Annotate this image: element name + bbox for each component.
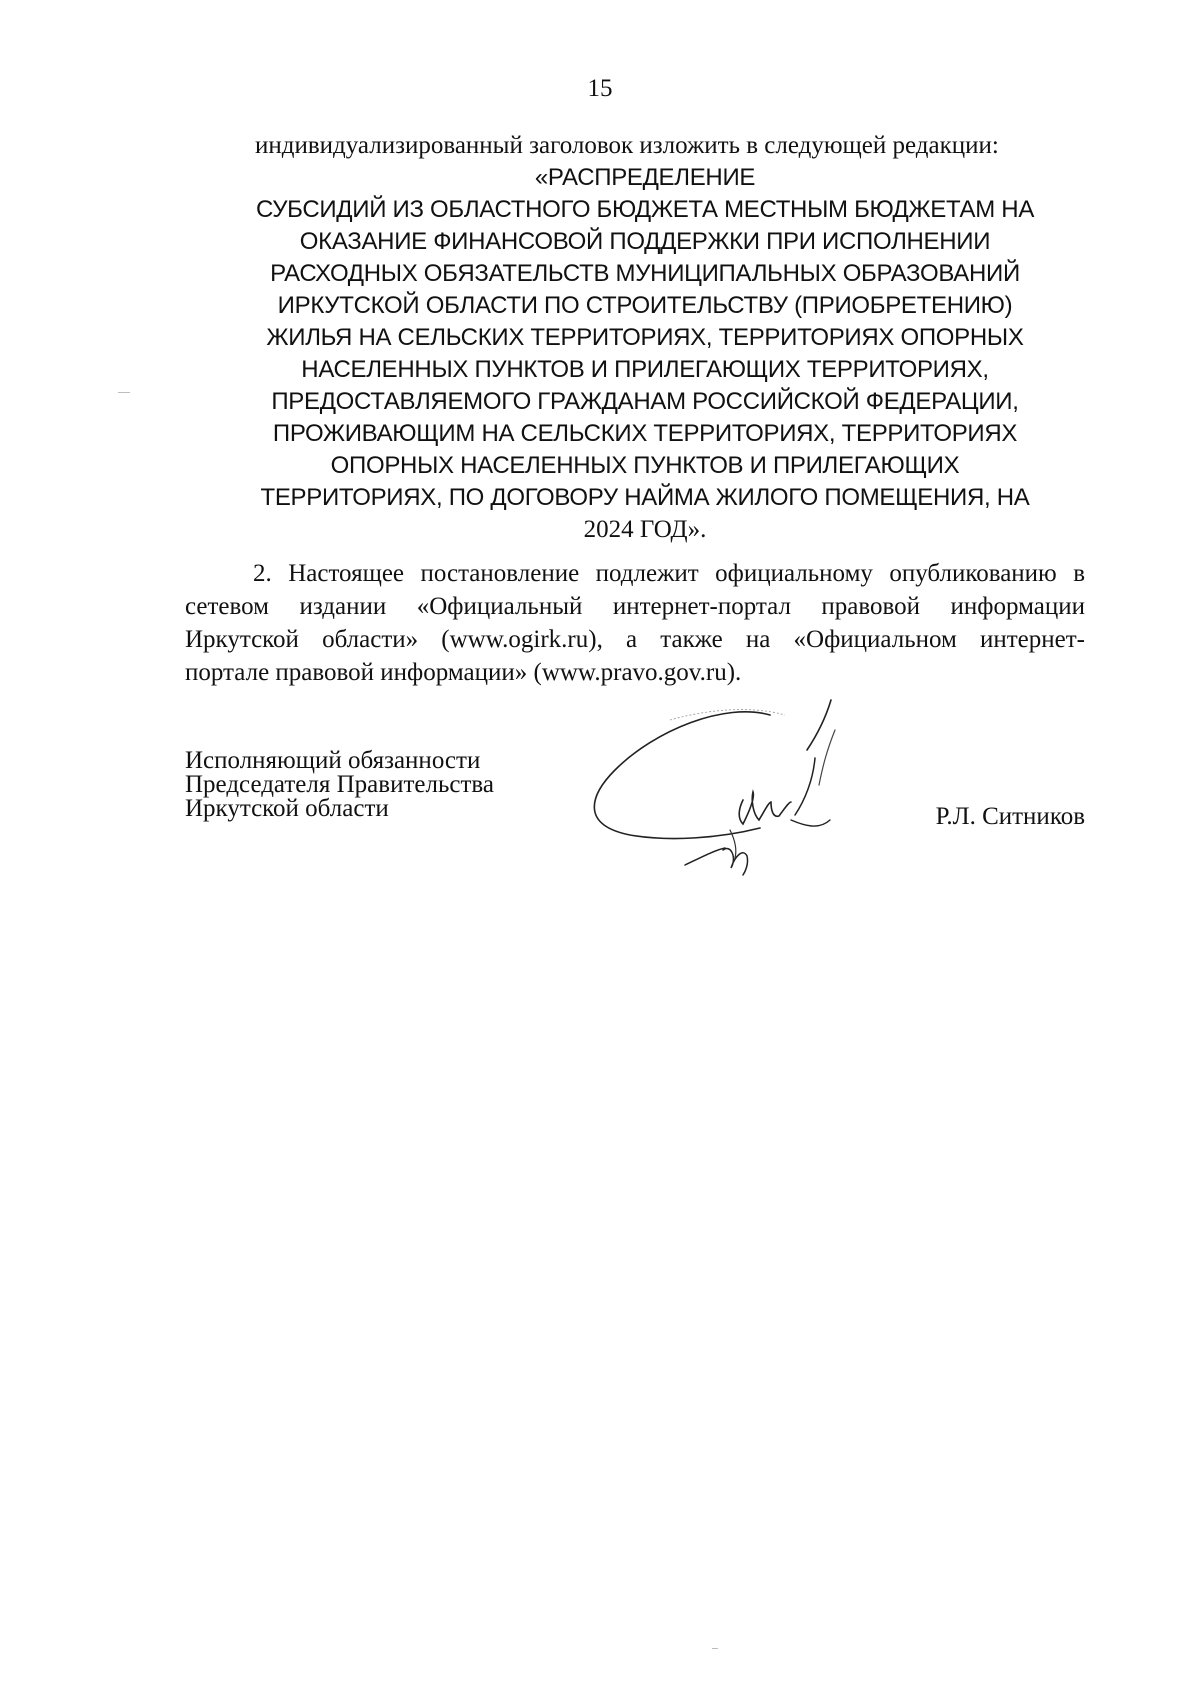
heading-line: ПРЕДОСТАВЛЯЕМОГО ГРАЖДАНАМ РОССИЙСКОЙ ФЕДЕРАЦИИ, [271, 388, 1019, 415]
paragraph-line: портале правовой информации» (www.pravo.gov.ru). [185, 659, 742, 686]
heading-line: «РАСПРЕДЕЛЕНИЕ [534, 164, 756, 191]
heading-line: ОПОРНЫХ НАСЕЛЕННЫХ ПУНКТОВ И ПРИЛЕГАЮЩИХ [330, 452, 960, 479]
signatory-title-line: Иркутской области [185, 795, 389, 822]
signatory-title [185, 749, 494, 821]
heading-line: ИРКУТСКОЙ ОБЛАСТИ ПО СТРОИТЕЛЬСТВУ (ПРИОБРЕТЕНИЮ) [277, 292, 1013, 319]
paragraph-line: 2. Настоящее постановление подлежит официальному опубликованию в [253, 560, 1085, 587]
handwritten-signature [585, 690, 915, 880]
heading-line: СУБСИДИЙ ИЗ ОБЛАСТНОГО БЮДЖЕТА МЕСТНЫМ БЮДЖЕТАМ НА [255, 196, 1035, 223]
signer-name: Р.Л. Ситников [935, 803, 1085, 830]
document-heading [185, 162, 1105, 546]
signatory-title-line: Исполняющий обязанности [185, 747, 481, 774]
paragraph-publication [185, 557, 1085, 689]
paragraph-line: сетевом издании «Официальный интернет-портал правовой информации [185, 593, 1085, 620]
margin-mark [712, 1648, 718, 1649]
heading-year-line: 2024 ГОД». [583, 516, 707, 543]
heading-line: ПРОЖИВАЮЩИМ НА СЕЛЬСКИХ ТЕРРИТОРИЯХ, ТЕРРИТОРИЯХ [272, 420, 1018, 447]
margin-mark [118, 392, 130, 393]
heading-line: РАСХОДНЫХ ОБЯЗАТЕЛЬСТВ МУНИЦИПАЛЬНЫХ ОБРАЗОВАНИЙ [270, 260, 1020, 287]
heading-line: НАСЕЛЕННЫХ ПУНКТОВ И ПРИЛЕГАЮЩИХ ТЕРРИТОРИЯХ, [301, 356, 989, 383]
paragraph-line: Иркутской области» (www.ogirk.ru), а также на «Официальном интернет- [185, 626, 1085, 653]
heading-line: ОКАЗАНИЕ ФИНАНСОВОЙ ПОДДЕРЖКИ ПРИ ИСПОЛНЕНИИ [299, 228, 991, 255]
signatory-title-line: Председателя Правительства [185, 771, 494, 798]
page-number: 15 [587, 75, 613, 102]
heading-line: ЖИЛЬЯ НА СЕЛЬСКИХ ТЕРРИТОРИЯХ, ТЕРРИТОРИЯХ ОПОРНЫХ [266, 324, 1024, 351]
heading-line: ТЕРРИТОРИЯХ, ПО ДОГОВОРУ НАЙМА ЖИЛОГО ПОМЕЩЕНИЯ, НА [260, 484, 1030, 511]
intro-line: индивидуализированный заголовок изложить в следующей редакции: [255, 132, 999, 159]
